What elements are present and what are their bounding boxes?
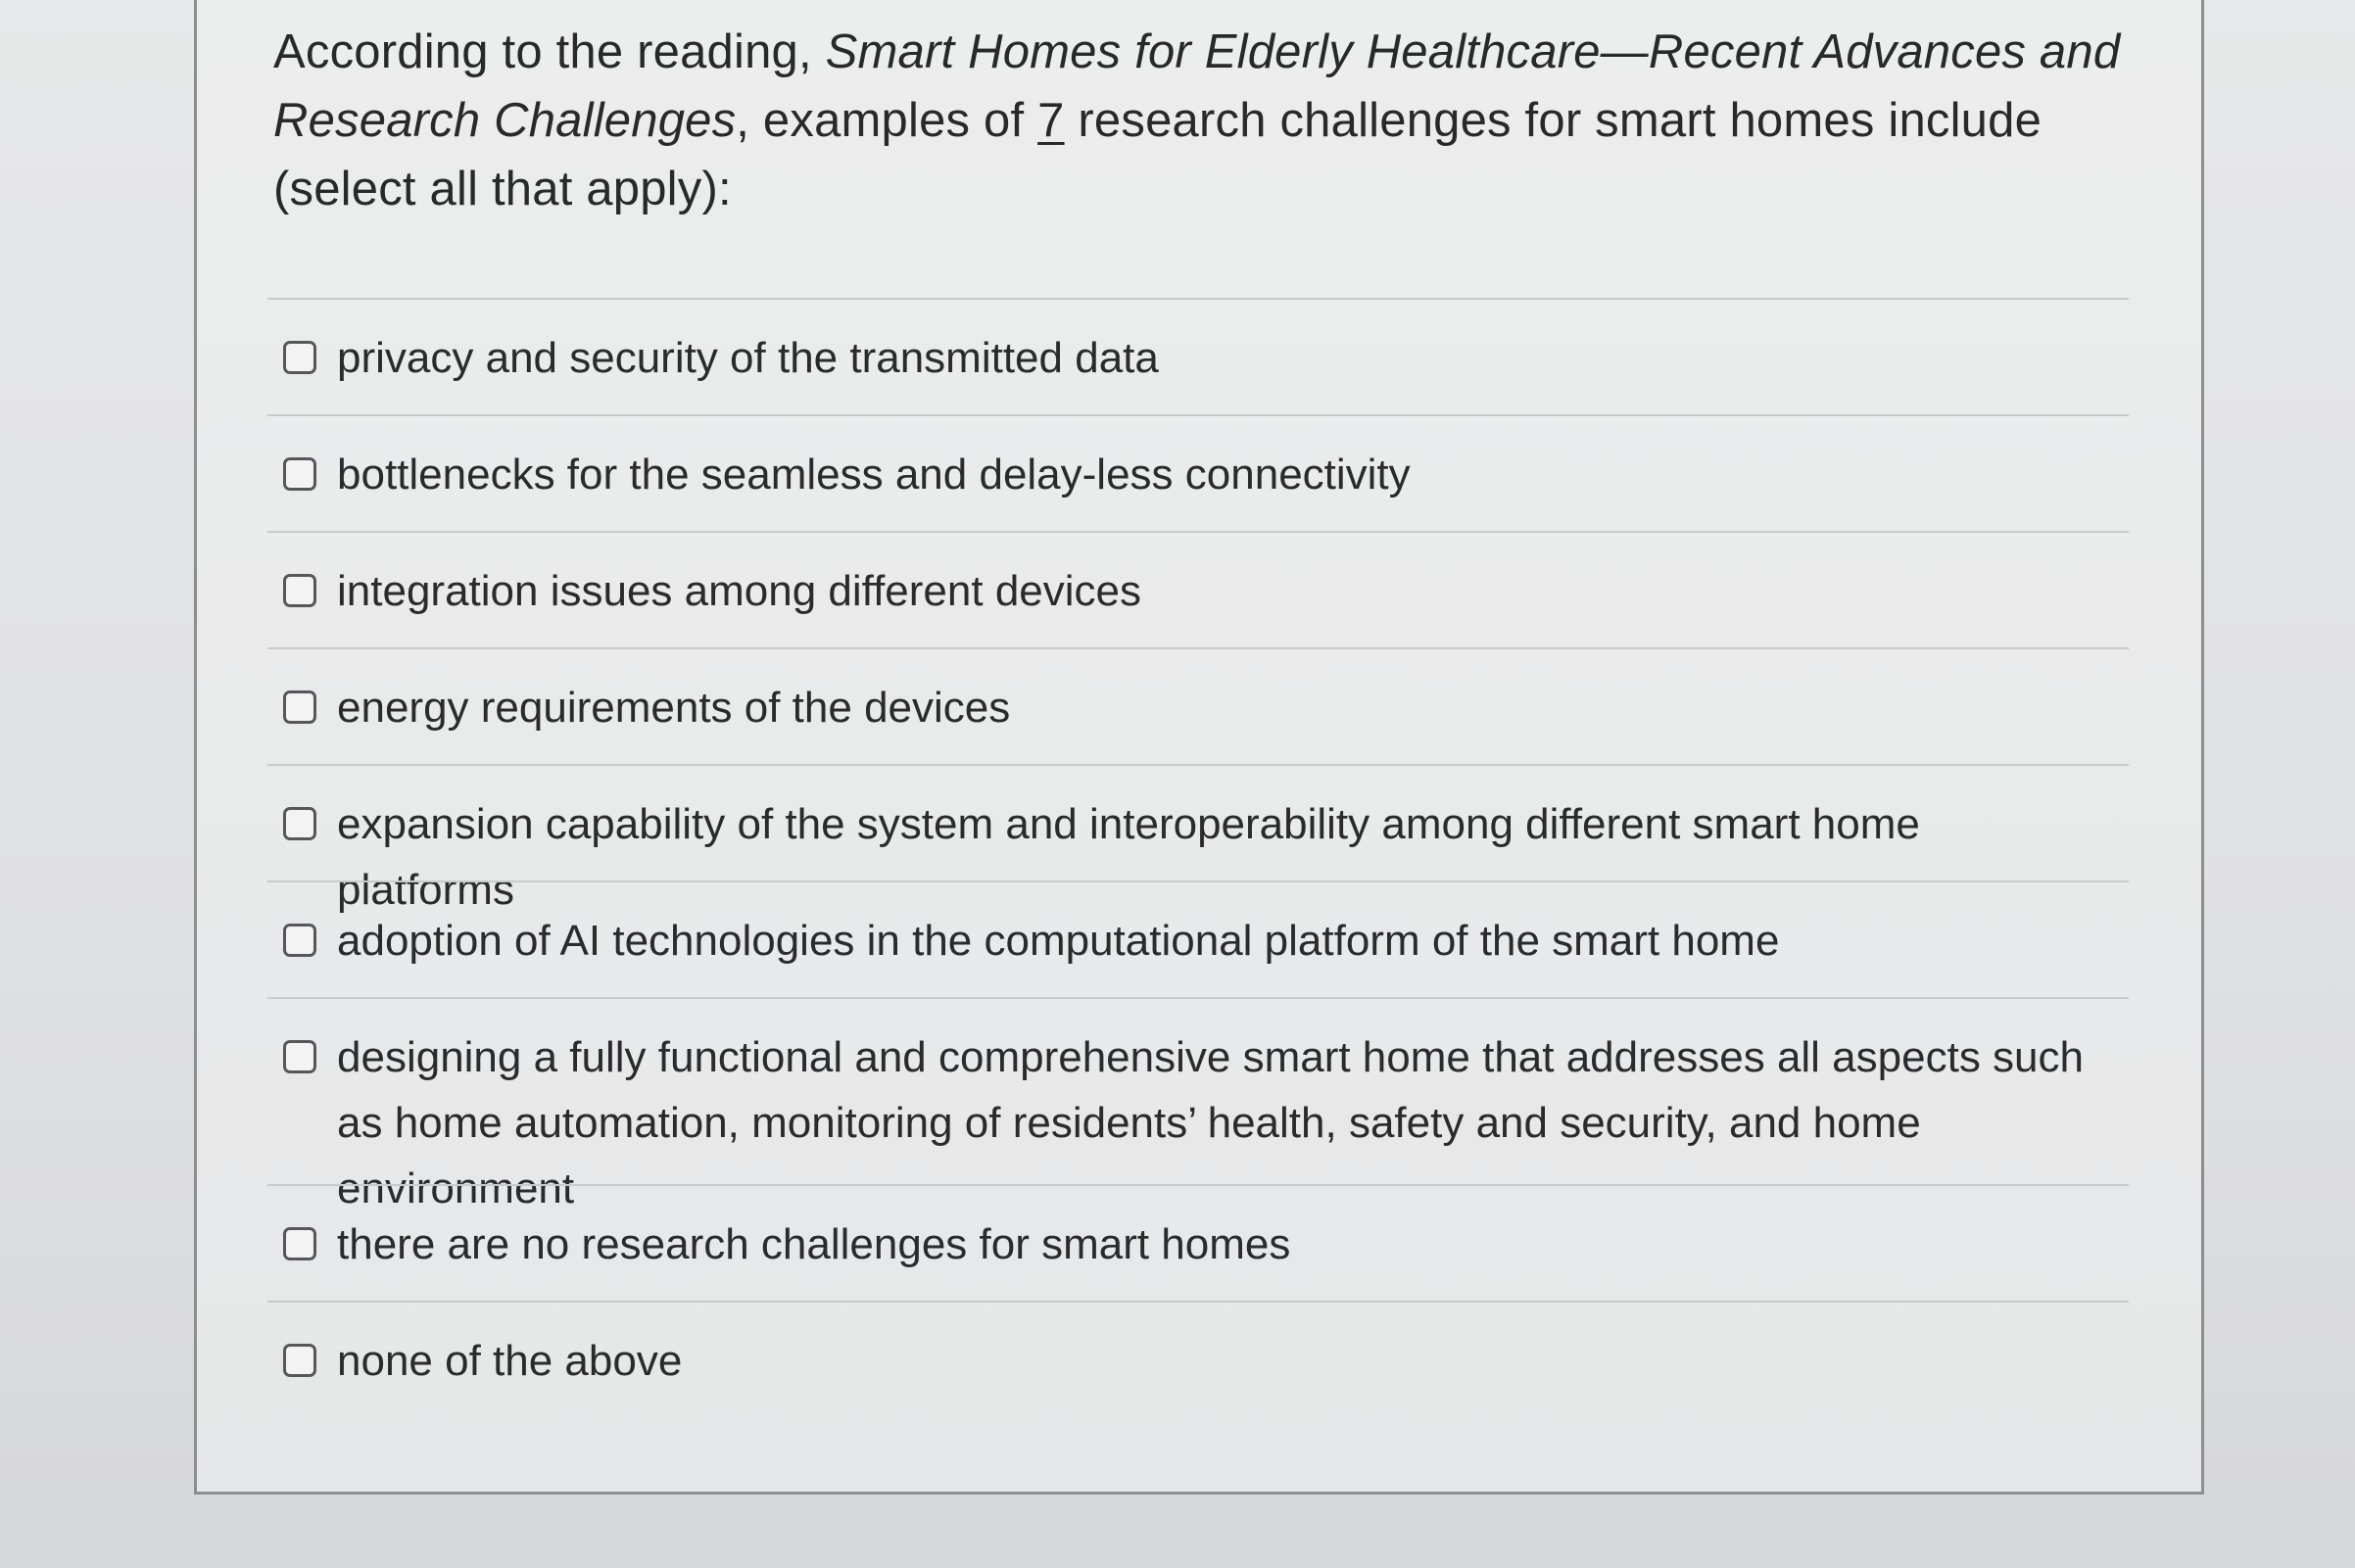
prompt-middle: , examples of (736, 94, 1038, 147)
prompt-intro: According to the reading, (273, 25, 826, 78)
option-label: none of the above (337, 1337, 683, 1385)
checkbox[interactable] (283, 690, 316, 724)
checkbox[interactable] (283, 457, 316, 491)
option-label: privacy and security of the transmitted data (337, 334, 1159, 382)
option-no-challenges[interactable] (267, 1184, 2129, 1301)
checkbox[interactable] (283, 924, 316, 957)
prompt-end: research challenges for smart homes include (select all that apply): (273, 94, 2043, 215)
option-energy-requirements[interactable] (267, 647, 2129, 764)
reading-title: Smart Homes for Elderly Healthcare—Recent Advances and Research Challenges (273, 25, 2121, 147)
option-label: integration issues among different devices (337, 567, 1142, 615)
option-label: there are no research challenges for smart homes (337, 1220, 1291, 1268)
option-label: designing a fully functional and comprehensive smart home that addresses all aspects such as home automation, monitoring of residents’ health, safety and security, and home environment (337, 1033, 2084, 1212)
checkbox[interactable] (283, 1227, 316, 1260)
option-integration-issues[interactable] (267, 531, 2129, 647)
option-ai-adoption[interactable] (267, 880, 2129, 997)
checkbox[interactable] (283, 1040, 316, 1073)
option-none-of-the-above[interactable] (267, 1301, 2129, 1417)
option-comprehensive-design[interactable] (267, 997, 2129, 1212)
option-label: adoption of AI technologies in the computational platform of the smart home (337, 917, 1780, 965)
checkbox[interactable] (283, 574, 316, 607)
checkbox[interactable] (283, 1344, 316, 1377)
question-card (194, 0, 2204, 1495)
option-label: energy requirements of the devices (337, 684, 1011, 732)
checkbox[interactable] (283, 341, 316, 374)
question-prompt (273, 18, 2125, 223)
option-label: expansion capability of the system and interoperability among different smart home platforms (337, 800, 1920, 914)
option-privacy-security[interactable] (267, 298, 2129, 414)
option-label: bottlenecks for the seamless and delay-less connectivity (337, 451, 1411, 499)
answer-options (267, 298, 2129, 1417)
option-expansion-interoperability[interactable] (267, 764, 2129, 914)
challenge-count: 7 (1037, 94, 1065, 147)
option-bottlenecks-connectivity[interactable] (267, 414, 2129, 531)
checkbox[interactable] (283, 807, 316, 840)
